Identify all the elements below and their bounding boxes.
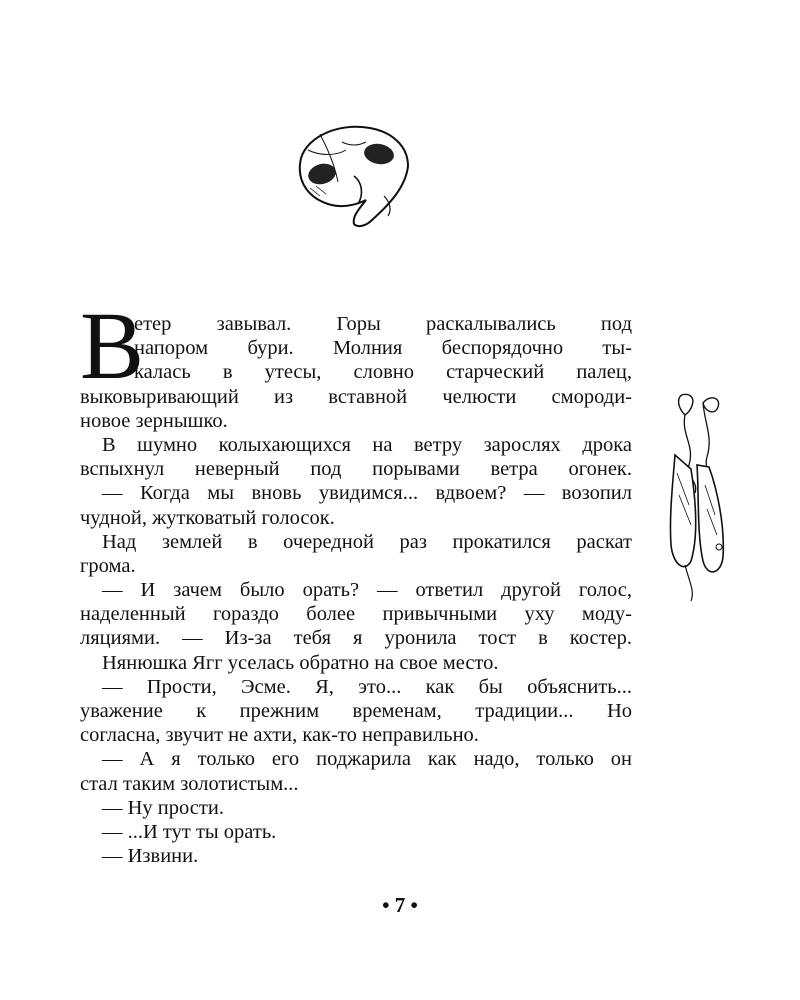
text-line: вспыхнул неверный под порывами ветра огонек.: [80, 458, 632, 481]
bird-skull-mask-illustration: [280, 116, 420, 236]
text-line: ляциями. — Из-за тебя я уронила тост в костер.: [80, 627, 632, 650]
drop-cap: В: [80, 292, 145, 399]
text-line: калась в утесы, словно старческий палец,: [134, 361, 632, 384]
text-line: наделенный гораздо более привычными уху моду-: [80, 603, 632, 626]
text-line: — Извини.: [102, 845, 199, 868]
text-line: Над землей в очередной раз прокатился раскат: [102, 530, 632, 553]
text-line: — Когда мы вновь увидимся... вдвоем? — возопил: [102, 482, 632, 505]
text-line: — Прости, Эсме. Я, это... как бы объяснить...: [102, 675, 632, 698]
page-number: • 7 •: [382, 893, 418, 917]
text-line: согласна, звучит не ахти, как-то неправильно.: [80, 724, 479, 747]
text-line: В шумно колыхающихся на ветру зарослях дрока: [102, 433, 632, 456]
text-line: новое зернышко.: [80, 409, 228, 432]
text-line: выковыривающий из вставной челюсти смороди-: [80, 385, 632, 408]
text-line: грома.: [80, 554, 136, 577]
text-line: — И зачем было орать? — ответил другой голос,: [102, 579, 632, 602]
text-line: стал таким золотистым...: [80, 772, 299, 795]
text-line: — А я только его поджарила как надо, только он: [102, 748, 632, 771]
text-line: уважение к прежним временам, традиции... Но: [80, 700, 632, 722]
text-line: напором бури. Молния беспорядочно ты-: [134, 337, 632, 360]
body-text: [80, 312, 632, 868]
text-line: Нянюшка Ягг уселась обратно на свое место.: [102, 651, 499, 674]
text-line: — Ну прости.: [102, 796, 224, 819]
text-line: — ...И тут ты орать.: [102, 820, 277, 843]
text-line: етер завывал. Горы раскалывались под: [134, 313, 632, 335]
text-line: чудной, жутковатый голосок.: [80, 506, 335, 529]
ballet-slippers-illustration: [655, 385, 735, 605]
